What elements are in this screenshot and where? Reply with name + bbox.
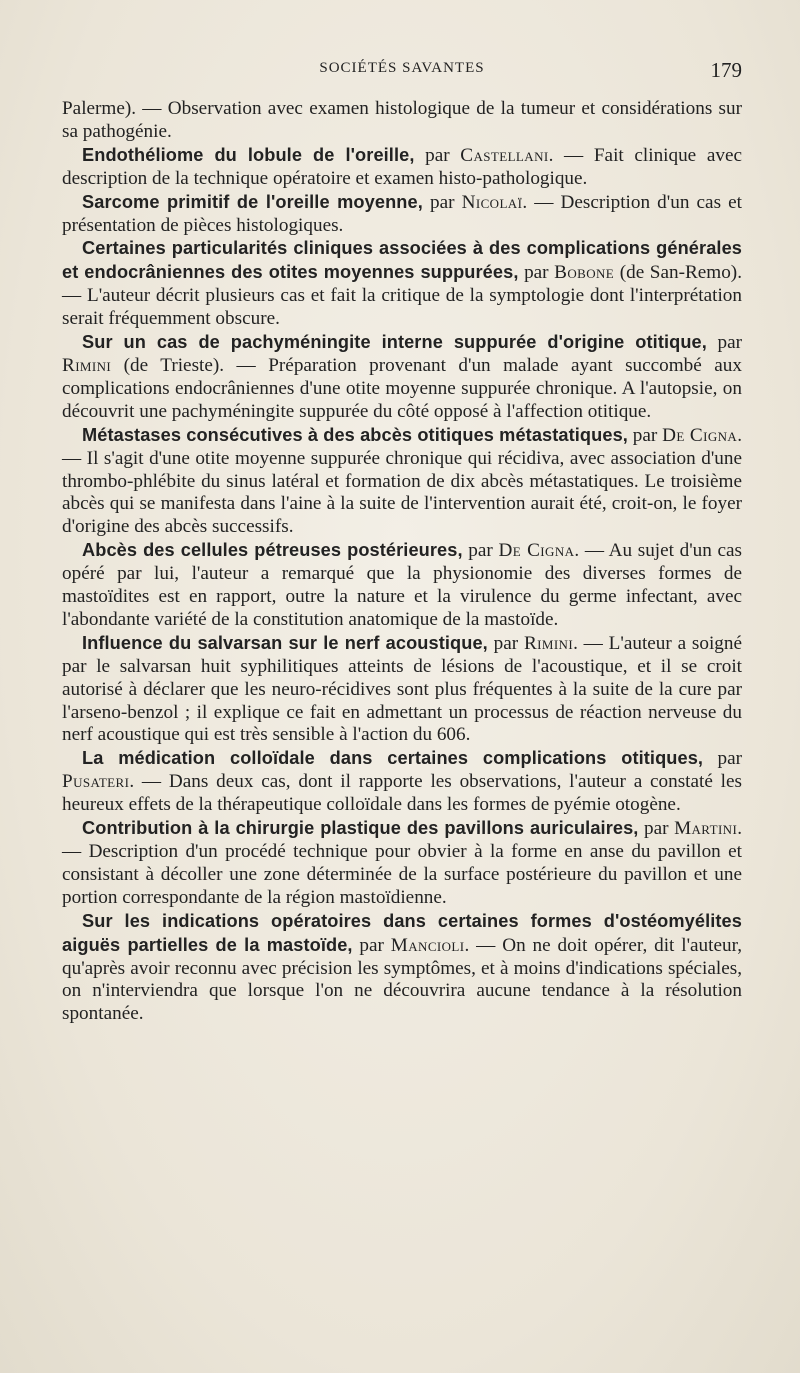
entry-title: Métastases consécutives à des abcès otitiques métastatiques, — [82, 424, 628, 445]
entry-text: . — Il s'agit d'une otite moyenne suppurée chronique qui récidiva, avec association d'une thrombo-phlébite du sinus latéral et formation de dix abcès métastatiques. Le troisième abcès qui se manifesta dans l'aine à la suite de l'intervention aurait été, croit-on, le foyer d'origine des abcès successifs. — [62, 424, 743, 538]
entry-by: par — [627, 424, 663, 446]
entry — [62, 424, 742, 540]
entry — [62, 237, 742, 331]
entry-author: Martini — [674, 818, 738, 840]
entry-by: par — [422, 191, 462, 213]
entry-text: . — Dans deux cas, dont il rapporte les observations, l'auteur a constaté les heureux effets de la thérapeutique colloïdale dans les formes de pyémie otogène. — [62, 771, 742, 816]
entry-by: par — [487, 632, 524, 654]
entry-text: . — Fait clinique avec description de la technique opératoire et examen histo-pathologique. — [62, 144, 742, 189]
entry-by: par — [518, 262, 555, 284]
entry-by: par — [462, 540, 499, 562]
entry-by: par — [706, 332, 742, 354]
entry-title: La médication colloïdale dans certaines complications otitiques, — [82, 748, 704, 769]
entry-text: (de Trieste). — Préparation provenant d'un malade ayant succombé aux complications endocrâniennes d'une otite moyenne suppurée chronique. A l'autopsie, on découvrit une pachyméningite suppurée du côté opposé à l'affection otitique. — [62, 354, 742, 422]
entry-author: Mancioli — [390, 934, 465, 956]
entry-text: . — L'auteur a soigné par le salvarsan huit syphilitiques atteints de lésions de l'acoustique, et il se croit autorisé à déclarer que les neuro-récidives sont plus fréquentes à la suite de la cure par l'arseno-benzol ; il explique ce fait en admettant un processus de réaction nerveuse du nerf acoustique qui est très sensible à l'action du 606. — [62, 632, 743, 746]
running-head: SOCIÉTÉS SAVANTES — [319, 60, 485, 76]
entry-text: Palerme). — Observation avec examen histologique de la tumeur et considérations sur sa pathogénie. — [62, 98, 742, 142]
entry-title: Abcès des cellules pétreuses postérieures, — [82, 540, 463, 561]
entry-by: par — [703, 748, 743, 770]
entry-author: De Cigna — [498, 540, 575, 562]
entry-author: Pusateri — [62, 771, 130, 793]
entry — [62, 191, 742, 238]
entry-text: (de San-Remo). — L'auteur décrit plusieurs cas et fait la critique de la symptologie dont l'interprétation serait fréquemment obscure. — [62, 262, 742, 330]
entry-author: Rimini — [523, 632, 574, 654]
entry-title: Sarcome primitif de l'oreille moyenne, — [82, 191, 423, 212]
entry — [62, 632, 742, 748]
entry-text: . — Description d'un cas et présentation de pièces histologiques. — [62, 191, 743, 236]
entry-continuation — [62, 98, 742, 144]
entry-author: Nicolaï — [461, 191, 523, 213]
entry — [62, 144, 742, 191]
page-number: 179 — [710, 58, 742, 82]
entry — [62, 817, 742, 910]
entry — [62, 910, 742, 1027]
entry — [62, 331, 742, 424]
entry — [62, 747, 742, 817]
entry-author: De Cigna — [662, 424, 738, 446]
entry-by: par — [638, 818, 675, 840]
entry-author: Castellani — [460, 144, 549, 166]
entry — [62, 539, 742, 632]
entry-title: Endothéliome du lobule de l'oreille, — [82, 144, 415, 165]
entry-title: Sur les indications opératoires dans certaines formes d'ostéomyélites aiguës partielles de la mastoïde, — [62, 910, 742, 955]
entry-text: . — On ne doit opérer, dit l'auteur, qu'après avoir reconnu avec précision les symptômes, et à moins d'indications spéciales, on n'interviendra que lorsque l'on ne découvrira aucune tendance à la résolution spontanée. — [62, 934, 742, 1025]
entry-title: Contribution à la chirurgie plastique des pavillons auriculaires, — [82, 818, 639, 839]
entry-author: Bobone — [554, 262, 615, 284]
page-body — [62, 98, 742, 1026]
entry-title: Sur un cas de pachyméningite interne suppurée d'origine otitique, — [82, 332, 707, 353]
entry-by: par — [352, 934, 391, 956]
entry-title: Certaines particularités cliniques associées à des complications générales et endocrâniennes des otites moyennes suppurées, — [62, 238, 742, 283]
entry-text: . — Description d'un procédé technique pour obvier à la forme en anse du pavillon et consistant à décoller une zone déterminée de la surface postérieure du pavillon et une portion correspondante de la région mastoïdienne. — [62, 818, 742, 908]
page-header — [62, 58, 742, 86]
entry-title: Influence du salvarsan sur le nerf acoustique, — [82, 632, 488, 653]
entry-author: Rimini — [62, 354, 112, 376]
entry-text: . — Au sujet d'un cas opéré par lui, l'auteur a remarqué que la physionomie des diverses formes de mastoïdites est en rapport, outre la nature et la virulence du germe infectant, avec l'abondante variété de la constitution anatomique de la mastoïde. — [62, 540, 743, 630]
entry-by: par — [414, 144, 461, 166]
